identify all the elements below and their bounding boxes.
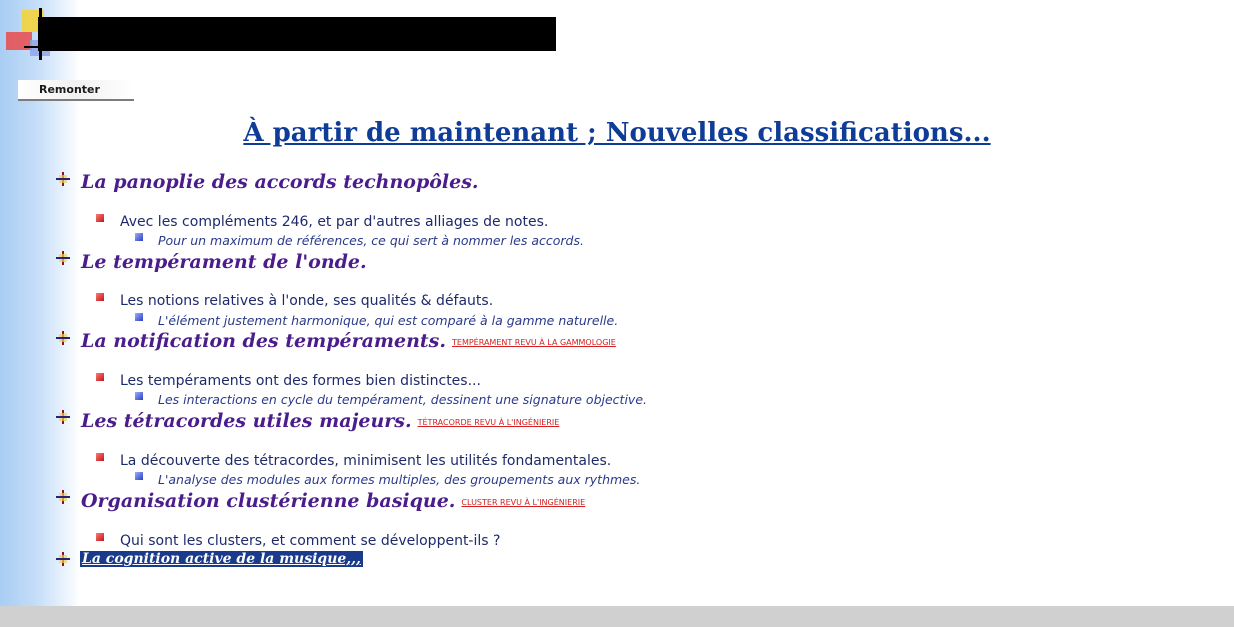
blue-bullet-icon (135, 233, 143, 241)
red-bullet-icon (96, 293, 104, 301)
plus-bullet-icon (56, 251, 70, 265)
section-heading-1: La panoplie des accords technopôles. (81, 171, 479, 193)
blue-bullet-icon (135, 392, 143, 400)
plus-bullet-icon (56, 490, 70, 504)
list-item: Les notions relatives à l'onde, ses qualités & défauts. (120, 293, 494, 309)
plus-bullet-icon (56, 172, 70, 186)
redacted-banner (38, 17, 556, 51)
list-subitem: Les interactions en cycle du tempérament, dessinent une signature objective. (158, 392, 647, 407)
list-item: Avec les compléments 246, et par d'autres alliages de notes. (120, 214, 549, 230)
section-heading-3: La notification des tempéraments. TEMPÉRAMENT REVU À LA GAMMOLOGIE (81, 330, 616, 352)
blue-bullet-icon (135, 472, 143, 480)
remonter-button[interactable]: Remonter (18, 80, 134, 101)
cognition-link[interactable]: La cognition active de la musique,,, (82, 551, 361, 567)
section-link[interactable]: CLUSTER REVU À L'INGÉNIERIE (461, 497, 586, 507)
plus-bullet-icon (56, 552, 70, 566)
section-link[interactable]: TEMPÉRAMENT REVU À LA GAMMOLOGIE (452, 337, 616, 347)
plus-bullet-icon (56, 331, 70, 345)
list-item: Qui sont les clusters, et comment se développent-ils ? (120, 533, 501, 549)
list-item: Les tempéraments ont des formes bien distinctes... (120, 373, 481, 389)
plus-bullet-icon (56, 410, 70, 424)
section-heading-5: Organisation clustérienne basique. CLUSTER REVU À L'INGÉNIERIE (81, 490, 586, 512)
red-bullet-icon (96, 453, 104, 461)
section-link[interactable]: TÉTRACORDE REVU À L'INGÉNIERIE (417, 417, 560, 427)
bottom-bar (0, 606, 1234, 627)
red-bullet-icon (96, 533, 104, 541)
page-title: À partir de maintenant ; Nouvelles classifications... (243, 118, 991, 148)
list-subitem: L'élément justement harmonique, qui est comparé à la gamme naturelle. (158, 313, 619, 328)
blue-bullet-icon (135, 313, 143, 321)
section-heading-2: Le tempérament de l'onde. (81, 251, 367, 273)
list-subitem: Pour un maximum de références, ce qui sert à nommer les accords. (158, 233, 584, 248)
list-item: La découverte des tétracordes, minimisent les utilités fondamentales. (120, 453, 612, 469)
section-heading-4: Les tétracordes utiles majeurs. TÉTRACORDE REVU À L'INGÉNIERIE (81, 410, 560, 432)
list-subitem: L'analyse des modules aux formes multiples, des groupements aux rythmes. (158, 472, 641, 487)
red-bullet-icon (96, 214, 104, 222)
red-bullet-icon (96, 373, 104, 381)
